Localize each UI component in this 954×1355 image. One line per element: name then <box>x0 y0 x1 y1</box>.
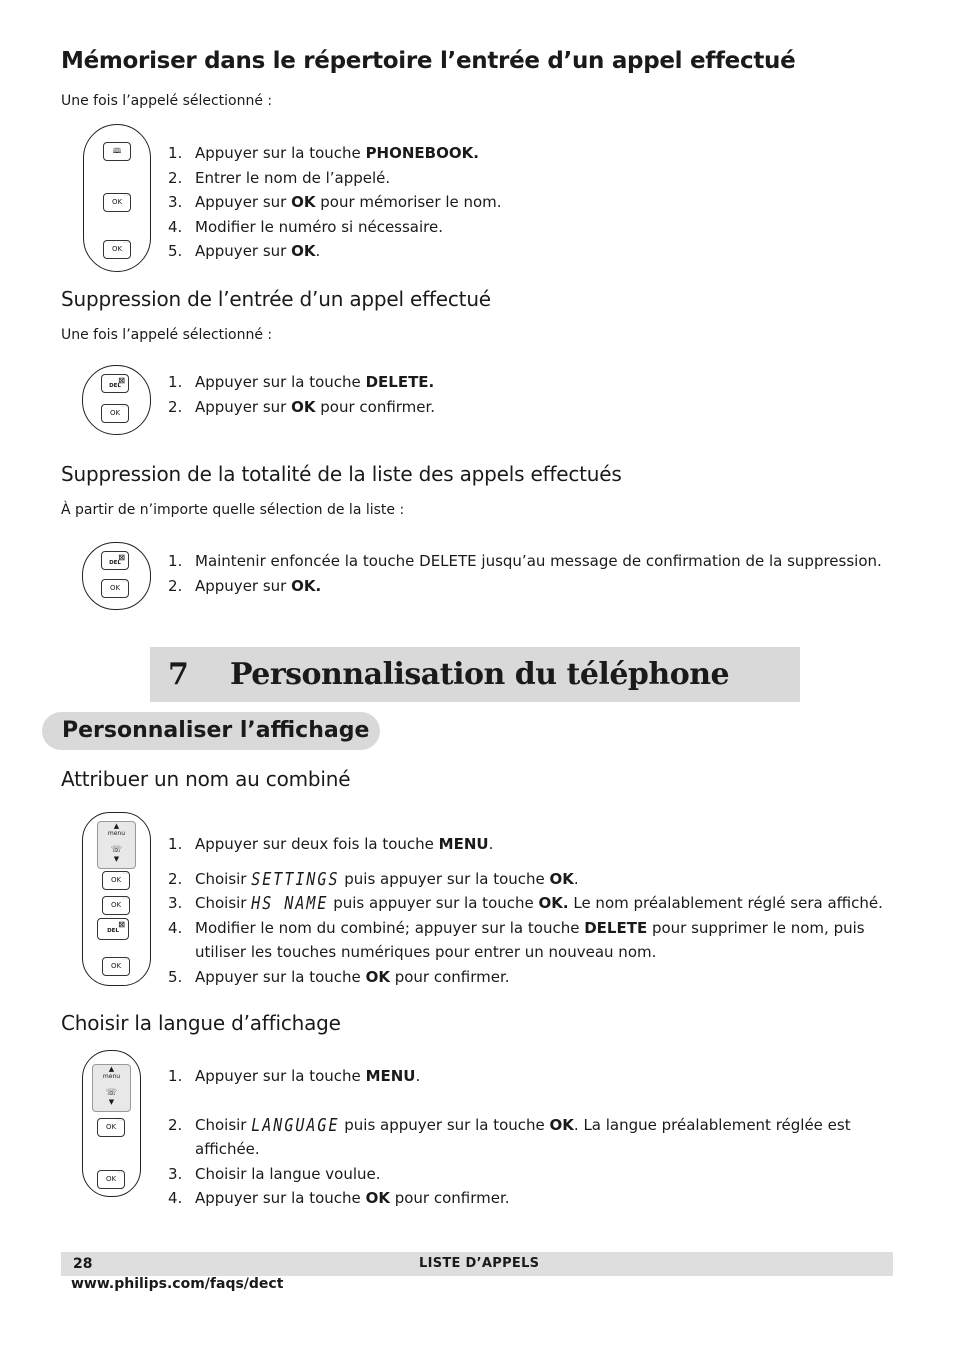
chapter-title: Personnalisation du téléphone <box>230 657 730 692</box>
subheading-langue: Choisir la langue d’affichage <box>61 1011 341 1035</box>
ok-key-icon: OK ◦◦ <box>101 579 129 598</box>
handset-illustration <box>82 1050 141 1197</box>
lcd-text: HS NAME <box>251 892 329 914</box>
ok-key-icon: OK ◦◦ <box>103 240 131 259</box>
menu-navpad-icon: ▲ menu ☏ ▼ <box>97 821 136 869</box>
phonebook-key-icon: 🕮 <box>103 142 131 161</box>
handset-illustration <box>83 124 151 272</box>
lcd-text: LANGUAGE <box>251 1113 340 1136</box>
step-item: 4. Modifier le nom du combiné; appuyer sur la touche DELETE pour supprimer le nom, puis utiliser les touches numériques pour entrer un nouveau nom. <box>168 918 865 961</box>
step-item: 1. Maintenir enfoncée la touche DELETE jusqu’au message de confirmation de la suppression. <box>168 552 882 570</box>
delete-key-icon: DEL ⊠ <box>97 918 129 940</box>
step-item: 5. Appuyer sur la touche OK pour confirmer. <box>168 967 510 986</box>
steps-list <box>168 141 502 264</box>
chapter-banner <box>150 647 800 702</box>
steps-list <box>168 549 882 598</box>
step-item: 2. Choisir LANGUAGE puis appuyer sur la touche OK. La langue préalablement réglée est affichée. <box>168 1113 888 1162</box>
step-item: 2. Appuyer sur OK pour confirmer. <box>168 397 436 416</box>
step-item: 1. Appuyer sur la touche DELETE. <box>168 373 435 391</box>
subheading-suppression-entree: Suppression de l’entrée d’un appel effectué <box>61 287 491 311</box>
intro-text: Une fois l’appelé sélectionné : <box>61 93 273 109</box>
steps-list <box>168 1064 888 1211</box>
intro-text: À partir de n’importe quelle sélection de la liste : <box>61 502 405 518</box>
step-item: 2. Entrer le nom de l’appelé. <box>168 168 391 187</box>
ok-key-icon: OK ◦◦ <box>103 193 131 212</box>
step-item: 4. Appuyer sur la touche OK pour confirmer. <box>168 1189 510 1207</box>
step-item: 2. Appuyer sur OK. <box>168 576 322 595</box>
handset-illustration <box>82 812 151 986</box>
step-item: 5. Appuyer sur OK. <box>168 242 321 260</box>
footer-bar <box>61 1252 893 1276</box>
footer-section-label: LISTE D’APPELS <box>419 1256 540 1271</box>
page-number: 28 <box>73 1256 93 1272</box>
steps-list <box>168 370 435 419</box>
handset-illustration <box>82 542 151 610</box>
handset-illustration <box>82 365 151 435</box>
section-title-memoriser: Mémoriser dans le répertoire l’entrée d’un appel effectué <box>61 48 796 74</box>
step-item: 3. Appuyer sur OK pour mémoriser le nom. <box>168 193 502 211</box>
delete-key-icon: DEL ⊠ <box>101 551 129 570</box>
subsection-banner <box>42 712 380 750</box>
ok-key-icon: OK ◦◦ <box>97 1118 125 1137</box>
step-item: 1. Appuyer sur la touche PHONEBOOK. <box>168 144 479 162</box>
ok-key-icon: OK ◦◦ <box>102 871 130 890</box>
step-item: 3. Choisir la langue voulue. <box>168 1164 381 1183</box>
subsection-title: Personnaliser l’affichage <box>62 718 370 743</box>
intro-text: Une fois l’appelé sélectionné : <box>61 327 273 343</box>
delete-key-icon: DEL ⊠ <box>101 374 129 393</box>
subheading-suppression-liste: Suppression de la totalité de la liste des appels effectués <box>61 462 622 486</box>
lcd-text: SETTINGS <box>251 867 340 890</box>
ok-key-icon: OK ◦◦ <box>101 404 129 423</box>
step-item: 3. Choisir HS NAME puis appuyer sur la touche OK. Le nom préalablement réglé sera affiché. <box>168 891 888 916</box>
ok-key-icon: OK ◦◦ <box>97 1170 125 1189</box>
ok-key-icon: OK ◦◦ <box>102 957 130 976</box>
step-item: 4. Modifier le numéro si nécessaire. <box>168 217 444 236</box>
steps-list <box>168 832 888 989</box>
step-item: 1. Appuyer sur deux fois la touche MENU. <box>168 835 494 853</box>
chapter-number: 7 <box>168 657 189 692</box>
menu-navpad-icon: ▲ menu ☏ ▼ <box>92 1064 131 1112</box>
ok-key-icon: OK ◦◦ <box>102 896 130 915</box>
step-item: 1. Appuyer sur la touche MENU. <box>168 1067 421 1085</box>
subheading-nom-combine: Attribuer un nom au combiné <box>61 767 351 791</box>
footer-url: www.philips.com/faqs/dect <box>71 1276 284 1292</box>
step-item: 2. Choisir SETTINGS puis appuyer sur la touche OK. <box>168 867 888 892</box>
